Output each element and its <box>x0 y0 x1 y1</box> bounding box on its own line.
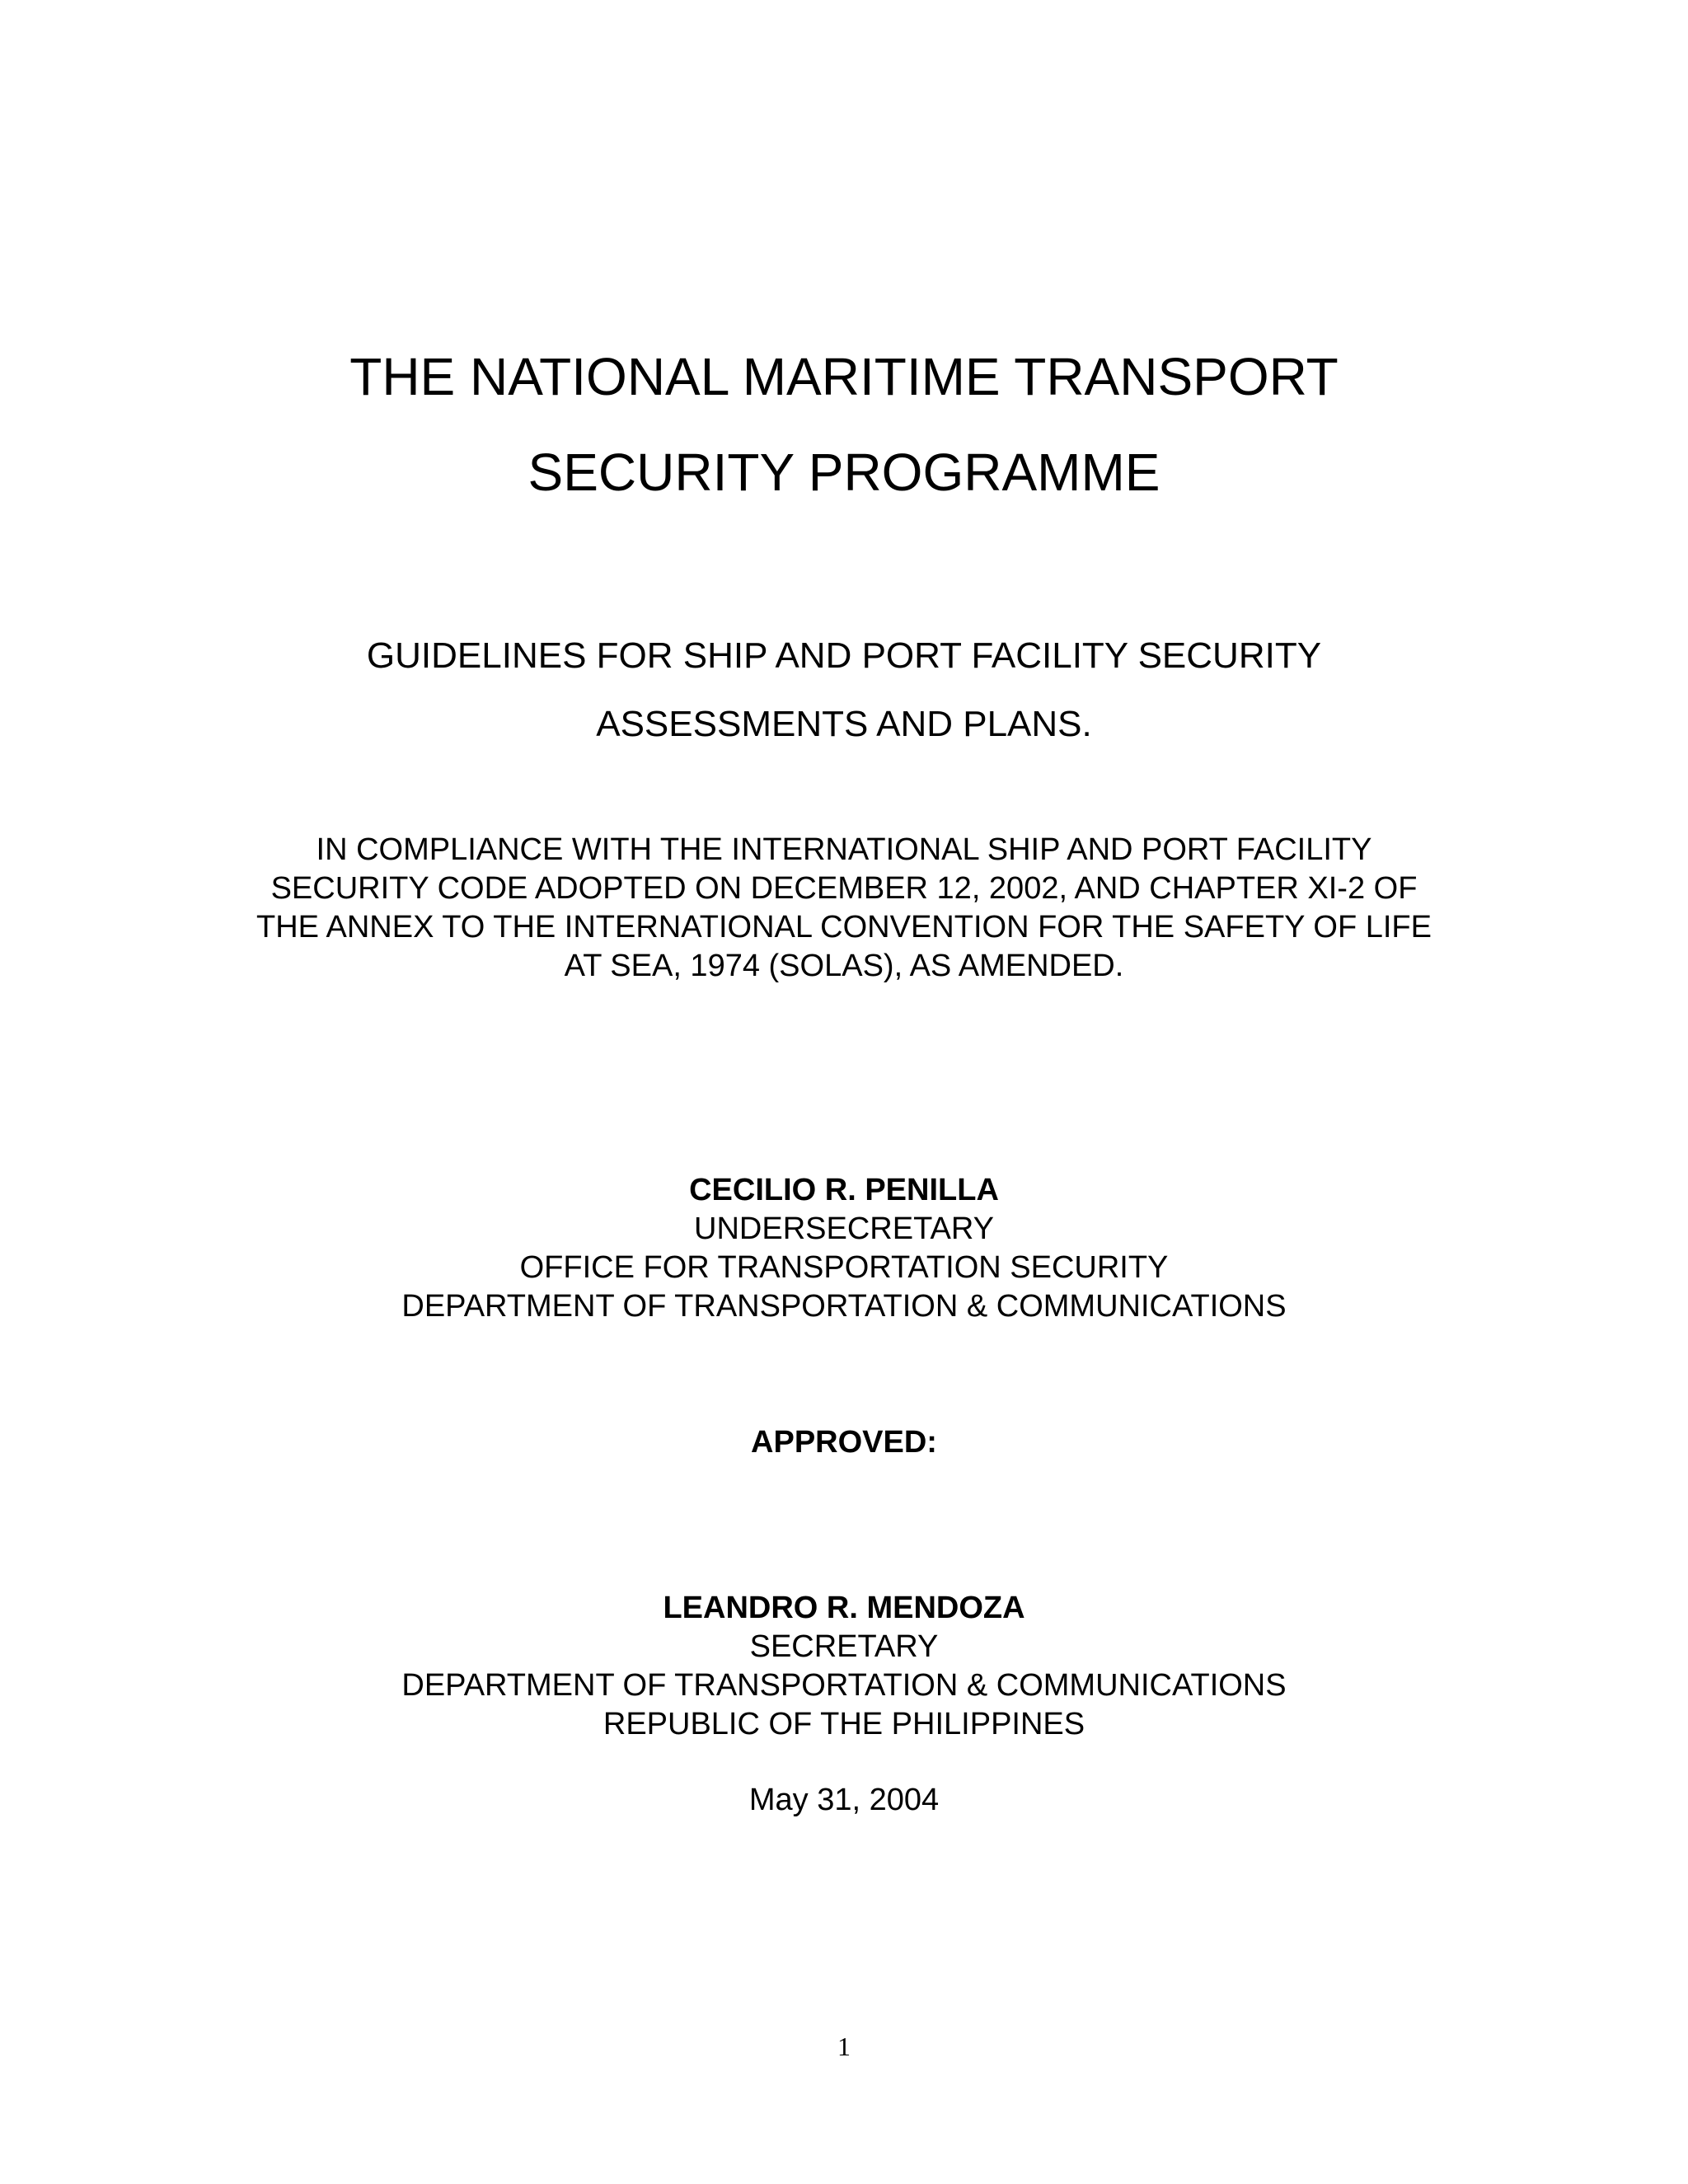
compliance-text-line-4: AT SEA, 1974 (SOLAS), AS AMENDED. <box>564 949 1124 983</box>
approved-label: APPROVED: <box>751 1425 937 1460</box>
signatory-1-office: OFFICE FOR TRANSPORTATION SECURITY <box>519 1250 1169 1285</box>
compliance-text-line-3: THE ANNEX TO THE INTERNATIONAL CONVENTION FOR THE SAFETY OF LIFE <box>256 910 1432 944</box>
signatory-1-position: UNDERSECRETARY <box>694 1212 994 1246</box>
signatory-1-department: DEPARTMENT OF TRANSPORTATION & COMMUNICATIONS <box>401 1289 1287 1324</box>
document-subtitle-line-2: ASSESSMENTS AND PLANS. <box>596 704 1092 744</box>
document-subtitle-line-1: GUIDELINES FOR SHIP AND PORT FACILITY SECURITY <box>366 635 1322 676</box>
signatory-2-department: DEPARTMENT OF TRANSPORTATION & COMMUNICATIONS <box>401 1668 1287 1703</box>
page-number: 1 <box>837 2032 851 2061</box>
signatory-2-name: LEANDRO R. MENDOZA <box>663 1591 1025 1625</box>
document-title-line-2: SECURITY PROGRAMME <box>528 443 1160 502</box>
compliance-text-line-1: IN COMPLIANCE WITH THE INTERNATIONAL SHIP AND PORT FACILITY <box>316 832 1372 867</box>
document-date: May 31, 2004 <box>748 1783 940 1817</box>
document-title-line-1: THE NATIONAL MARITIME TRANSPORT <box>349 347 1339 406</box>
signatory-1-name: CECILIO R. PENILLA <box>689 1173 999 1207</box>
signatory-2-country: REPUBLIC OF THE PHILIPPINES <box>603 1707 1085 1741</box>
compliance-text-line-2: SECURITY CODE ADOPTED ON DECEMBER 12, 2002, AND CHAPTER XI-2 OF <box>270 871 1418 906</box>
signatory-2-position: SECRETARY <box>749 1629 939 1664</box>
